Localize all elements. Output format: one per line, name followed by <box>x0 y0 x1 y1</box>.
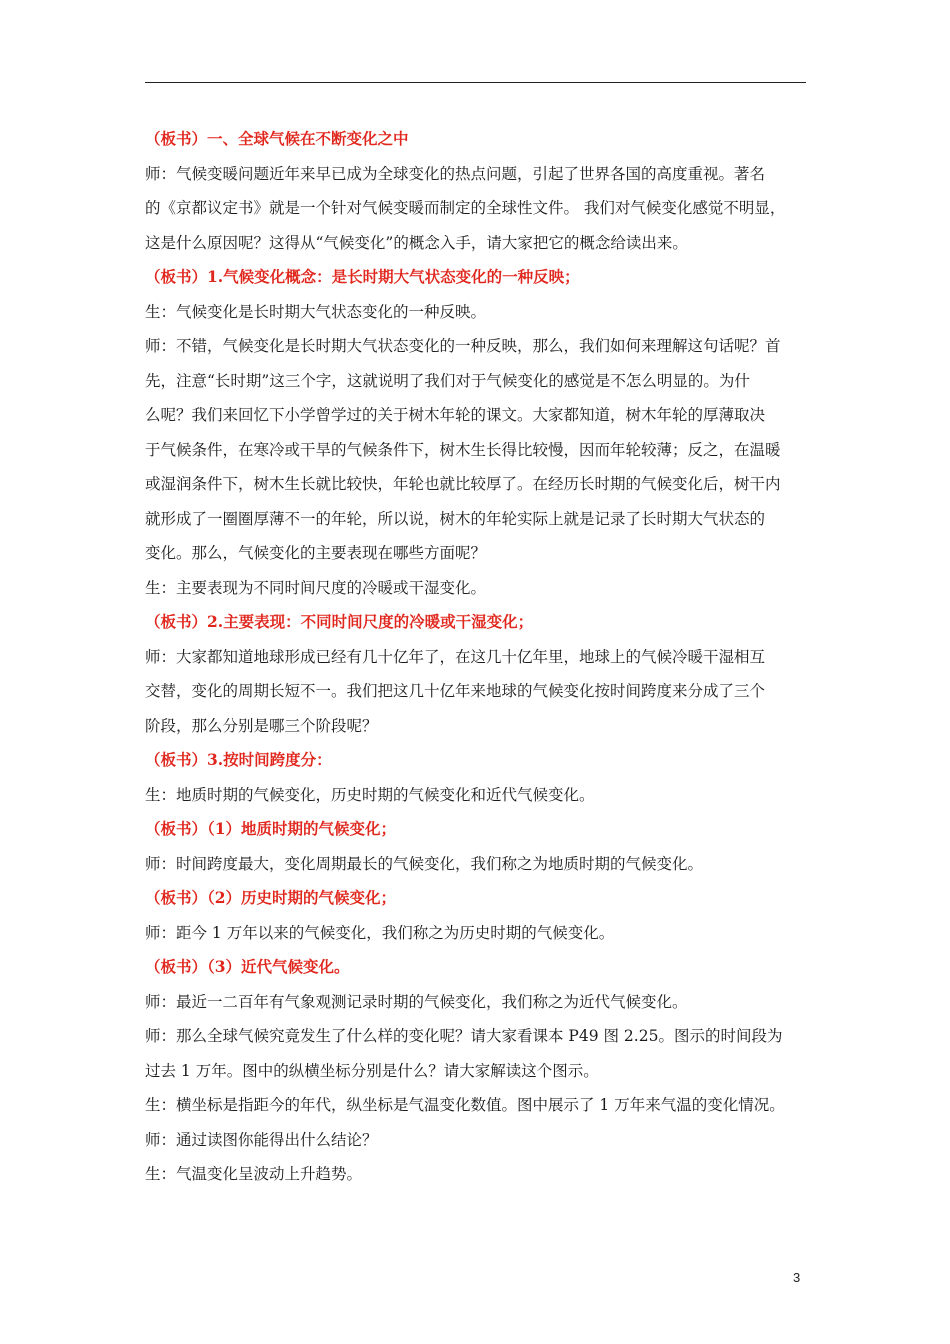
board-note-line: （板书）3.按时间跨度分： <box>145 750 332 769</box>
dialogue-line: 师：时间跨度最大，变化周期最长的气候变化，我们称之为地质时期的气候变化。 <box>145 854 704 873</box>
dialogue-line: 师：最近一二百年有气象观测记录时期的气候变化，我们称之为近代气候变化。 <box>145 992 688 1011</box>
board-note-line: （板书）（2）历史时期的气候变化； <box>145 888 397 907</box>
board-note-line: （板书）一、全球气候在不断变化之中 <box>145 129 409 148</box>
board-note-line: （板书）1.气候变化概念：是长时期大气状态变化的一种反映； <box>145 267 580 286</box>
dialogue-line: 师：那么全球气候究竟发生了什么样的变化呢？请大家看课本 P49 图 2.25。图示的时间段为 <box>145 1027 783 1045</box>
dialogue-line: 师：通过读图你能得出什么结论？ <box>145 1130 378 1149</box>
dialogue-line: 或湿润条件下，树木生长就比较快，年轮也就比较厚了。在经历长时期的气候变化后，树干内 <box>145 475 781 493</box>
dialogue-line: 过去 1 万年。图中的纵横坐标分别是什么？请大家解读这个图示。 <box>145 1061 599 1080</box>
dialogue-line: 就形成了一圈圈厚薄不一的年轮，所以说，树木的年轮实际上就是记录了长时期大气状态的 <box>145 509 766 528</box>
dialogue-line: 这是什么原因呢？这得从“气候变化”的概念入手，请大家把它的概念给读出来。 <box>145 233 688 252</box>
dialogue-line: 阶段，那么分别是哪三个阶段呢？ <box>145 716 378 735</box>
dialogue-line: 交替，变化的周期长短不一。我们把这几十亿年来地球的气候变化按时间跨度来分成了三个 <box>145 682 766 700</box>
board-note-line: （板书）（3）近代气候变化。 <box>145 957 350 976</box>
dialogue-line: 生：横坐标是指距今的年代，纵坐标是气温变化数值。图中展示了 1 万年来气温的变化情况。 <box>145 1096 785 1114</box>
board-note-line: （板书）2.主要表现：不同时间尺度的冷暖或干湿变化； <box>145 612 534 631</box>
dialogue-line: 的《京都议定书》就是一个针对气候变暖而制定的全球性文件。 我们对气候变化感觉不明显， <box>145 199 786 217</box>
document-body <box>145 122 810 1192</box>
dialogue-line: 生：主要表现为不同时间尺度的冷暖或干湿变化。 <box>145 578 487 597</box>
board-note-line: （板书）（1）地质时期的气候变化； <box>145 819 397 838</box>
dialogue-line: 师：气候变暖问题近年来早已成为全球变化的热点问题，引起了世界各国的高度重视。著名 <box>145 164 766 183</box>
dialogue-line: 生：地质时期的气候变化，历史时期的气候变化和近代气候变化。 <box>145 785 595 804</box>
header-rule <box>145 82 806 83</box>
dialogue-line: 于气候条件，在寒冷或干旱的气候条件下，树木生长得比较慢，因而年轮较薄；反之，在温暖 <box>145 440 781 459</box>
dialogue-line: 么呢？我们来回忆下小学曾学过的关于树木年轮的课文。大家都知道，树木年轮的厚薄取决 <box>145 406 766 424</box>
dialogue-line: 先，注意“长时期”这三个字，这就说明了我们对于气候变化的感觉是不怎么明显的。为什 <box>145 371 750 390</box>
dialogue-line: 师：大家都知道地球形成已经有几十亿年了，在这几十亿年里，地球上的气候冷暖干湿相互 <box>145 647 766 666</box>
dialogue-line: 师：距今 1 万年以来的气候变化，我们称之为历史时期的气候变化。 <box>145 923 615 942</box>
dialogue-line: 生：气候变化是长时期大气状态变化的一种反映。 <box>145 302 487 321</box>
dialogue-line: 生：气温变化呈波动上升趋势。 <box>145 1165 363 1183</box>
page-number: 3 <box>793 1270 801 1285</box>
dialogue-line: 师：不错，气候变化是长时期大气状态变化的一种反映，那么，我们如何来理解这句话呢？首 <box>145 337 781 355</box>
dialogue-line: 变化。那么，气候变化的主要表现在哪些方面呢？ <box>145 544 487 562</box>
